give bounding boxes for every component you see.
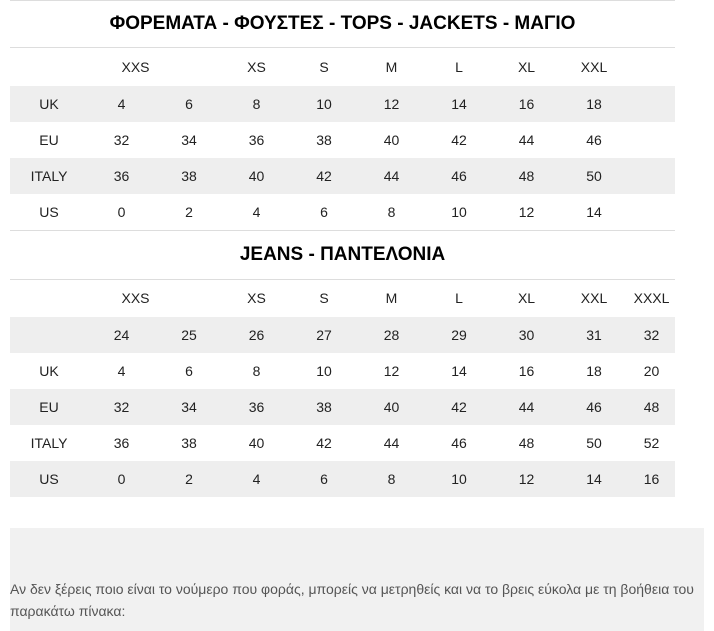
table-cell: 34: [155, 389, 223, 425]
table-cell: 32: [113, 131, 130, 148]
header-cell: M: [385, 290, 398, 307]
table-cell: 46: [560, 389, 628, 425]
header-cell: [10, 48, 88, 86]
table-cell: 10: [316, 363, 332, 379]
table-cell: 12: [518, 203, 535, 220]
table-cell: 25: [155, 317, 223, 353]
table-title-row: [10, 230, 675, 279]
table-cell: 18: [560, 86, 628, 122]
table-cell: 18: [586, 363, 602, 379]
table-cell: 14: [586, 203, 602, 220]
table-cell: 44: [358, 158, 425, 194]
table-cell: 6: [185, 363, 193, 379]
header-cell: XS: [247, 290, 266, 307]
table-cell: 44: [383, 435, 400, 451]
table-cell: 42: [451, 131, 467, 148]
row-label: UK: [39, 363, 59, 379]
table-cell: 44: [493, 389, 560, 425]
table-cell: 40: [358, 389, 425, 425]
table-cell: [628, 158, 675, 194]
table-cell: 12: [493, 461, 560, 497]
table-title: ΦΟΡΕΜΑΤΑ - ΦΟΥΣΤΕΣ - TOPS - JACKETS - ΜΑΓΙΟ: [10, 1, 675, 48]
header-cell: XS: [247, 58, 266, 75]
table-row: [10, 194, 675, 231]
size-charts: [10, 0, 675, 497]
table-cell: 46: [586, 131, 602, 148]
table-cell: 4: [88, 86, 155, 122]
size-table-dresses: [10, 0, 675, 497]
table-cell: 12: [358, 86, 425, 122]
table-cell: 40: [248, 435, 265, 451]
table-cell: 4: [223, 461, 290, 497]
table-cell: 46: [425, 158, 493, 194]
header-cell: L: [455, 290, 463, 307]
table-cell: 2: [185, 203, 193, 220]
table-cell: 10: [425, 461, 493, 497]
size-header-row: [10, 48, 675, 86]
table-cell: [628, 86, 675, 122]
header-cell: [628, 48, 675, 86]
table-cell: 14: [451, 363, 467, 379]
table-cell: 48: [518, 435, 535, 451]
table-cell: 16: [493, 86, 560, 122]
table-cell: 36: [223, 389, 290, 425]
table-cell: 34: [181, 131, 197, 148]
row-label: [10, 317, 88, 353]
table-cell: 4: [117, 363, 126, 379]
table-cell: 14: [425, 86, 493, 122]
table-cell: 12: [383, 363, 400, 379]
table-cell: 42: [425, 389, 493, 425]
table-row: [10, 122, 675, 158]
table-cell: 42: [290, 158, 358, 194]
table-cell: 6: [290, 461, 358, 497]
table-cell: 38: [290, 389, 358, 425]
table-row: [10, 158, 675, 194]
table-cell: [628, 194, 675, 231]
size-header-row: [10, 279, 675, 317]
table-row: [10, 353, 675, 389]
table-cell: 31: [560, 317, 628, 353]
table-title-row: [10, 1, 675, 48]
table-cell: 40: [383, 131, 400, 148]
header-cell: XL: [517, 290, 536, 307]
table-cell: 46: [451, 435, 467, 451]
table-cell: 50: [586, 435, 602, 451]
row-label: US: [39, 203, 59, 220]
header-cell: L: [455, 58, 463, 75]
table-cell: 8: [358, 461, 425, 497]
table-cell: 6: [155, 86, 223, 122]
header-cell: XXS: [121, 58, 150, 75]
row-label: US: [10, 461, 88, 497]
table-cell: 40: [223, 158, 290, 194]
table-cell: [628, 122, 675, 158]
table-cell: 38: [155, 158, 223, 194]
table-cell: 36: [248, 131, 265, 148]
table-cell: 26: [223, 317, 290, 353]
table-cell: 44: [518, 131, 535, 148]
table-cell: 4: [252, 203, 261, 220]
table-cell: 20: [643, 363, 660, 379]
header-cell: XXS: [121, 290, 150, 307]
table-cell: 0: [88, 461, 155, 497]
header-cell: XL: [517, 58, 536, 75]
header-cell: XXXL: [633, 290, 670, 307]
table-cell: 52: [643, 435, 660, 451]
table-cell: 8: [252, 363, 261, 379]
header-cell: [10, 279, 88, 317]
table-cell: 27: [290, 317, 358, 353]
table-cell: 10: [290, 86, 358, 122]
table-row: [10, 389, 675, 425]
table-cell: 42: [316, 435, 332, 451]
row-label: EU: [10, 389, 88, 425]
row-label: ITALY: [10, 158, 88, 194]
table-cell: 48: [628, 389, 675, 425]
header-cell: XXL: [580, 290, 608, 307]
table-cell: 30: [493, 317, 560, 353]
header-cell: S: [319, 58, 329, 75]
row-label: ITALY: [30, 435, 68, 451]
table-row: [10, 317, 675, 353]
table-cell: 14: [560, 461, 628, 497]
table-cell: 24: [88, 317, 155, 353]
table-cell: 6: [320, 203, 328, 220]
table-cell: 16: [628, 461, 675, 497]
table-row: [10, 86, 675, 122]
table-cell: 36: [88, 158, 155, 194]
table-cell: 36: [113, 435, 130, 451]
header-cell: M: [385, 58, 398, 75]
table-cell: 32: [88, 389, 155, 425]
table-cell: 8: [223, 86, 290, 122]
table-cell: 10: [451, 203, 467, 220]
table-cell: 38: [181, 435, 197, 451]
row-label: EU: [39, 131, 59, 148]
table-row: [10, 461, 675, 497]
measurement-note: Αν δεν ξέρεις ποιο είναι το νούμερο που φοράς, μπορείς να μετρηθείς και να το βρεις εύκολα με τη βοήθεια του παρακάτω πίνακα:: [10, 581, 694, 619]
table-cell: 16: [518, 363, 535, 379]
row-label: UK: [10, 86, 88, 122]
table-cell: 29: [425, 317, 493, 353]
table-cell: 28: [358, 317, 425, 353]
table-row: [10, 425, 675, 461]
table-title: JEANS - ΠΑΝΤΕΛΟΝΙΑ: [10, 230, 675, 279]
table-cell: 50: [560, 158, 628, 194]
table-cell: 38: [316, 131, 332, 148]
header-cell: XXL: [580, 58, 608, 75]
table-cell: 8: [387, 203, 396, 220]
table-cell: 48: [493, 158, 560, 194]
table-cell: 32: [628, 317, 675, 353]
table-cell: 0: [117, 203, 126, 220]
table-cell: 2: [155, 461, 223, 497]
header-cell: S: [319, 290, 329, 307]
